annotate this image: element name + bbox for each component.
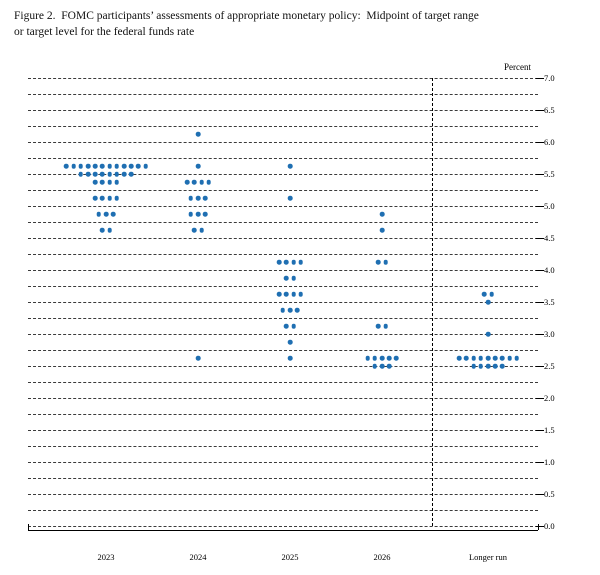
data-dot <box>284 324 289 329</box>
gridline <box>28 510 538 511</box>
x-axis-label: 2023 <box>97 552 115 562</box>
y-axis-tick-mark <box>536 366 544 367</box>
data-dot <box>100 196 105 201</box>
data-dot <box>93 196 98 201</box>
data-dot <box>107 228 112 233</box>
data-dot <box>471 364 476 369</box>
gridline <box>28 430 538 431</box>
y-axis-tick-label: 6.5 <box>544 105 555 115</box>
data-dot <box>295 308 300 313</box>
data-dot <box>185 180 190 185</box>
plot-area <box>28 73 555 531</box>
gridline <box>28 94 538 95</box>
data-dot <box>299 260 304 265</box>
gridline <box>28 206 538 207</box>
data-dot <box>291 260 296 265</box>
data-dot <box>115 172 120 177</box>
data-dot <box>464 356 469 361</box>
data-dot <box>479 356 484 361</box>
data-dot <box>457 356 462 361</box>
gridline <box>28 382 538 383</box>
data-dot <box>203 212 208 217</box>
gridline <box>28 350 538 351</box>
gridline <box>28 446 538 447</box>
gridline <box>28 158 538 159</box>
data-dot <box>100 228 105 233</box>
data-dot <box>115 180 120 185</box>
data-dot <box>479 364 484 369</box>
data-dot <box>100 172 105 177</box>
y-axis-tick-label: 3.5 <box>544 297 555 307</box>
gridline <box>28 494 538 495</box>
data-dot <box>482 292 487 297</box>
data-dot <box>107 196 112 201</box>
data-dot <box>365 356 370 361</box>
data-dot <box>380 212 385 217</box>
x-axis-label: 2025 <box>281 552 299 562</box>
data-dot <box>376 260 381 265</box>
caption-line-2: or target level for the federal funds rate <box>14 26 195 38</box>
gridline <box>28 318 538 319</box>
y-axis-tick-mark <box>536 142 544 143</box>
x-axis-label: 2026 <box>373 552 391 562</box>
data-dot <box>471 356 476 361</box>
y-axis-tick-label: 1.0 <box>544 457 555 467</box>
data-dot <box>284 276 289 281</box>
data-dot <box>291 324 296 329</box>
gridline <box>28 478 538 479</box>
data-dot <box>207 180 212 185</box>
data-dot <box>383 260 388 265</box>
y-axis-tick-mark <box>536 462 544 463</box>
data-dot <box>115 164 120 169</box>
data-dot <box>196 164 201 169</box>
y-axis-tick-mark <box>536 206 544 207</box>
data-dot <box>199 228 204 233</box>
figure-caption <box>14 8 586 40</box>
gridline <box>28 414 538 415</box>
y-axis-tick-label: 6.0 <box>544 137 555 147</box>
data-dot <box>115 196 120 201</box>
data-dot <box>100 180 105 185</box>
data-dot <box>107 180 112 185</box>
x-axis-end-tick <box>28 524 29 530</box>
data-dot <box>71 164 76 169</box>
y-axis-tick-mark <box>536 494 544 495</box>
longer-run-divider <box>432 78 433 526</box>
gridline <box>28 238 538 239</box>
data-dot <box>500 356 505 361</box>
gridline <box>28 78 538 79</box>
data-dot <box>284 260 289 265</box>
data-dot <box>64 164 69 169</box>
y-axis-tick-label: 3.0 <box>544 329 555 339</box>
caption-line-1: Figure 2. FOMC participants’ assessments of appropriate monetary policy: Midpoint of target range <box>14 10 479 22</box>
gridline <box>28 142 538 143</box>
y-axis-tick-mark <box>536 334 544 335</box>
y-axis-tick-label: 1.5 <box>544 425 555 435</box>
data-dot <box>500 364 505 369</box>
data-dot <box>86 172 91 177</box>
y-axis-tick-mark <box>536 78 544 79</box>
y-axis-tick-mark <box>536 174 544 175</box>
data-dot <box>387 356 392 361</box>
x-axis-end-tick <box>538 524 539 530</box>
data-dot <box>376 324 381 329</box>
gridline <box>28 126 538 127</box>
data-dot <box>129 172 134 177</box>
percent-axis-label: Percent <box>504 62 531 72</box>
data-dot <box>196 132 201 137</box>
data-dot <box>486 300 491 305</box>
data-dot <box>122 172 127 177</box>
data-dot <box>380 356 385 361</box>
data-dot <box>291 276 296 281</box>
data-dot <box>486 356 491 361</box>
gridline <box>28 462 538 463</box>
data-dot <box>288 356 293 361</box>
y-axis-tick-label: 5.0 <box>544 201 555 211</box>
data-dot <box>373 356 378 361</box>
data-dot <box>486 364 491 369</box>
x-axis-label: 2024 <box>189 552 207 562</box>
y-axis-tick-label: 0.5 <box>544 489 555 499</box>
y-axis-tick-mark <box>536 398 544 399</box>
data-dot <box>100 164 105 169</box>
y-axis-tick-label: 5.5 <box>544 169 555 179</box>
data-dot <box>79 164 84 169</box>
x-axis-label: Longer run <box>468 552 508 562</box>
data-dot <box>288 196 293 201</box>
y-axis-tick-mark <box>536 430 544 431</box>
data-dot <box>107 172 112 177</box>
data-dot <box>97 212 102 217</box>
gridline <box>28 366 538 367</box>
data-dot <box>189 212 194 217</box>
gridline <box>28 254 538 255</box>
data-dot <box>277 260 282 265</box>
data-dot <box>493 356 498 361</box>
data-dot <box>277 292 282 297</box>
gridline <box>28 398 538 399</box>
data-dot <box>380 228 385 233</box>
data-dot <box>486 332 491 337</box>
data-dot <box>143 164 148 169</box>
data-dot <box>107 164 112 169</box>
y-axis-tick-mark <box>536 302 544 303</box>
data-dot <box>203 196 208 201</box>
y-axis-tick-label: 4.0 <box>544 265 555 275</box>
data-dot <box>288 164 293 169</box>
y-axis-tick-mark <box>536 270 544 271</box>
data-dot <box>111 212 116 217</box>
data-dot <box>189 196 194 201</box>
x-axis-line <box>28 530 538 531</box>
data-dot <box>291 292 296 297</box>
data-dot <box>196 212 201 217</box>
y-axis-tick-label: 0.0 <box>544 521 555 531</box>
data-dot <box>288 308 293 313</box>
data-dot <box>122 164 127 169</box>
data-dot <box>284 292 289 297</box>
data-dot <box>93 164 98 169</box>
y-axis-tick-label: 2.5 <box>544 361 555 371</box>
data-dot <box>79 172 84 177</box>
data-dot <box>515 356 520 361</box>
gridline <box>28 190 538 191</box>
y-axis-tick-label: 7.0 <box>544 73 555 83</box>
data-dot <box>136 164 141 169</box>
data-dot <box>489 292 494 297</box>
gridline <box>28 286 538 287</box>
data-dot <box>281 308 286 313</box>
y-axis-tick-mark <box>536 110 544 111</box>
y-axis-tick-mark <box>536 238 544 239</box>
gridline <box>28 526 538 527</box>
data-dot <box>192 180 197 185</box>
data-dot <box>199 180 204 185</box>
data-dot <box>192 228 197 233</box>
data-dot <box>93 172 98 177</box>
data-dot <box>129 164 134 169</box>
data-dot <box>196 196 201 201</box>
gridline <box>28 222 538 223</box>
data-dot <box>380 364 385 369</box>
data-dot <box>493 364 498 369</box>
data-dot <box>507 356 512 361</box>
data-dot <box>288 340 293 345</box>
y-axis-tick-label: 4.5 <box>544 233 555 243</box>
data-dot <box>86 164 91 169</box>
data-dot <box>196 356 201 361</box>
data-dot <box>93 180 98 185</box>
gridline <box>28 334 538 335</box>
data-dot <box>383 324 388 329</box>
y-axis-tick-label: 2.0 <box>544 393 555 403</box>
gridline <box>28 302 538 303</box>
data-dot <box>394 356 399 361</box>
data-dot <box>373 364 378 369</box>
gridline <box>28 270 538 271</box>
data-dot <box>104 212 109 217</box>
data-dot <box>299 292 304 297</box>
gridline <box>28 110 538 111</box>
data-dot <box>387 364 392 369</box>
